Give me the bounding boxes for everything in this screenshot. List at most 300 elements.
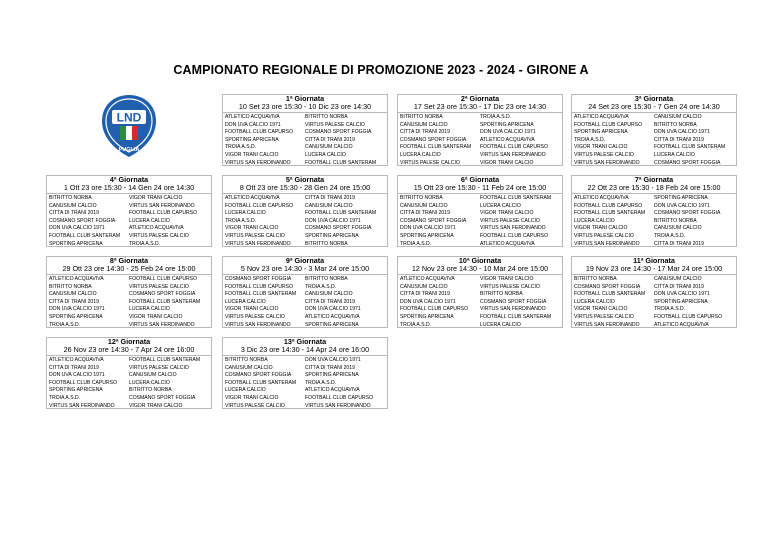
match-row (223, 233, 387, 241)
away-team: CITTA DI TRANI 2019 (654, 136, 704, 143)
home-team: VIRTUS PALESE CALCIO (225, 402, 285, 409)
match-row (572, 322, 736, 330)
away-team: LUCERA CALCIO (305, 151, 346, 158)
away-team: TROIA A.S.D. (654, 306, 686, 313)
match-row (398, 299, 562, 307)
home-team: CITTA DI TRANI 2019 (49, 364, 99, 371)
match-row (398, 218, 562, 226)
away-team: VIRTUS SAN FERDINANDO (129, 202, 195, 209)
away-team: FOOTBALL CLUB SANTERAM (305, 159, 377, 166)
match-row (223, 380, 387, 388)
away-team: DON UVA CALCIO 1971 (305, 217, 361, 224)
home-team: FOOTBALL CLUB CAPURSO (574, 121, 643, 128)
home-team: VIRTUS PALESE CALCIO (225, 232, 285, 239)
home-team: FOOTBALL CLUB SANTERAM (49, 232, 121, 239)
round-dates: 24 Set 23 ore 15:30 - 7 Gen 24 ore 14:30 (588, 102, 720, 112)
match-row (572, 129, 736, 137)
logo-text-bottom: PUGLIA (118, 147, 140, 153)
home-team: CANUSIUM CALCIO (400, 121, 448, 128)
round-card (397, 175, 563, 247)
match-list (398, 113, 562, 167)
home-team: COSMANO SPORT FOGGIA (400, 136, 467, 143)
home-team: BITRITTO NORBA (574, 276, 617, 282)
home-team: VIRTUS PALESE CALCIO (574, 151, 634, 158)
match-list (572, 275, 736, 329)
away-team: VIGOR TRANI CALCIO (129, 195, 183, 201)
home-team: FOOTBALL CLUB SANTERAM (574, 291, 646, 298)
round-name: 8ª Giornata (109, 256, 149, 265)
home-team: ATLETICO ACQUAVIVA (225, 114, 280, 120)
round-header (398, 95, 562, 113)
home-team: FOOTBALL CLUB SANTERAM (574, 210, 646, 217)
away-team: BITRITTO NORBA (480, 291, 523, 298)
away-team: VIGOR TRANI CALCIO (480, 159, 534, 166)
home-team: FOOTBALL CLUB SANTERAM (225, 291, 297, 298)
match-row (47, 380, 211, 388)
home-team: LUCERA CALCIO (225, 210, 266, 217)
home-team: TROIA A.S.D. (49, 394, 81, 401)
away-team: COSMANO SPORT FOGGIA (654, 159, 721, 166)
round-name: 3ª Giornata (634, 94, 674, 103)
away-team: BITRITTO NORBA (305, 240, 348, 247)
match-row (47, 195, 211, 203)
match-list (47, 356, 211, 410)
home-team: VIGOR TRANI CALCIO (225, 225, 279, 232)
match-row (223, 299, 387, 307)
match-list (47, 275, 211, 329)
away-team: VIRTUS PALESE CALCIO (480, 283, 540, 290)
away-team: VIRTUS SAN FERDINANDO (480, 306, 546, 313)
round-dates: 5 Nov 23 ore 14:30 - 3 Mar 24 ore 15:00 (240, 264, 370, 274)
away-team: CANUSIUM CALCIO (654, 276, 702, 282)
away-team: SPORTING APRICENA (480, 121, 534, 128)
home-team: VIRTUS SAN FERDINANDO (574, 159, 640, 166)
round-dates: 10 Set 23 ore 15:30 - 10 Dic 23 ore 14:30 (238, 102, 372, 112)
match-row (398, 129, 562, 137)
away-team: ATLETICO ACQUAVIVA (305, 313, 360, 320)
round-card (222, 175, 388, 247)
match-row (398, 210, 562, 218)
round-header (572, 176, 736, 194)
match-row (572, 152, 736, 160)
round-header (398, 257, 562, 275)
away-team: CITTA DI TRANI 2019 (305, 195, 355, 201)
match-row (223, 357, 387, 365)
round-header (398, 176, 562, 194)
home-team: FOOTBALL CLUB CAPURSO (225, 129, 294, 136)
home-team: COSMANO SPORT FOGGIA (400, 217, 467, 224)
match-row (47, 322, 211, 330)
away-team: TROIA A.S.D. (480, 114, 512, 120)
away-team: CITTA DI TRANI 2019 (305, 136, 355, 143)
home-team: COSMANO SPORT FOGGIA (574, 283, 641, 290)
away-team: BITRITTO NORBA (129, 387, 172, 394)
logo-text-top: LND (116, 110, 142, 125)
home-team: DON UVA CALCIO 1971 (49, 225, 105, 232)
home-team: BITRITTO NORBA (225, 357, 268, 363)
match-row (47, 203, 211, 211)
match-row (398, 203, 562, 211)
match-row (47, 210, 211, 218)
match-list (223, 275, 387, 329)
home-team: ATLETICO ACQUAVIVA (49, 276, 104, 282)
away-team: CITTA DI TRANI 2019 (305, 364, 355, 371)
page-title: CAMPIONATO REGIONALE DI PROMOZIONE 2023 - 2024 - GIRONE A (173, 63, 589, 77)
home-team: TROIA A.S.D. (574, 136, 606, 143)
away-team: DON UVA CALCIO 1971 (480, 129, 536, 136)
away-team: BITRITTO NORBA (305, 276, 348, 282)
home-team: VIGOR TRANI CALCIO (225, 151, 279, 158)
round-card (46, 256, 212, 328)
round-name: 4ª Giornata (109, 175, 149, 184)
match-row (223, 372, 387, 380)
away-team: COSMANO SPORT FOGGIA (129, 394, 196, 401)
round-name: 10ª Giornata (458, 256, 502, 265)
home-team: VIRTUS PALESE CALCIO (225, 313, 285, 320)
home-team: CITTA DI TRANI 2019 (400, 129, 450, 136)
round-header (47, 176, 211, 194)
round-header (223, 257, 387, 275)
away-team: DON UVA CALCIO 1971 (654, 202, 710, 209)
match-row (572, 306, 736, 314)
away-team: SPORTING APRICENA (305, 232, 359, 239)
round-name: 11ª Giornata (633, 256, 675, 265)
home-team: SPORTING APRICENA (49, 313, 103, 320)
home-team: CANUSIUM CALCIO (49, 291, 97, 298)
away-team: VIGOR TRANI CALCIO (129, 313, 183, 320)
home-team: VIRTUS PALESE CALCIO (574, 232, 634, 239)
round-dates: 29 Ott 23 ore 14:30 - 25 Feb 24 ore 15:00 (62, 264, 196, 274)
home-team: SPORTING APRICENA (49, 387, 103, 394)
home-team: TROIA A.S.D. (225, 217, 257, 224)
away-team: TROIA A.S.D. (654, 232, 686, 239)
match-row (47, 357, 211, 365)
match-row (47, 225, 211, 233)
match-row (572, 144, 736, 152)
match-row (223, 314, 387, 322)
home-team: DON UVA CALCIO 1971 (400, 225, 456, 232)
match-row (223, 241, 387, 249)
match-row (47, 233, 211, 241)
home-team: TROIA A.S.D. (225, 144, 257, 151)
round-card (571, 175, 737, 247)
home-team: FOOTBALL CLUB SANTERAM (400, 144, 472, 151)
match-row (223, 322, 387, 330)
round-name: 6ª Giornata (460, 175, 500, 184)
home-team: VIRTUS SAN FERDINANDO (225, 321, 291, 328)
away-team: BITRITTO NORBA (305, 114, 348, 120)
home-team: SPORTING APRICENA (574, 129, 628, 136)
match-row (572, 210, 736, 218)
home-team: CANUSIUM CALCIO (400, 283, 448, 290)
match-row (47, 372, 211, 380)
away-team: CANUSIUM CALCIO (654, 225, 702, 232)
away-team: ATLETICO ACQUAVIVA (480, 240, 535, 247)
match-row (223, 218, 387, 226)
match-row (572, 203, 736, 211)
home-team: BITRITTO NORBA (49, 195, 92, 201)
home-team: VIRTUS SAN FERDINANDO (225, 159, 291, 166)
away-team: FOOTBALL CLUB SANTERAM (654, 144, 726, 151)
match-row (223, 210, 387, 218)
match-row (47, 284, 211, 292)
home-team: LUCERA CALCIO (225, 298, 266, 305)
round-name: 1ª Giornata (285, 94, 325, 103)
round-card (222, 256, 388, 328)
match-row (398, 160, 562, 168)
lnd-puglia-logo (98, 93, 160, 161)
round-dates: 22 Ott 23 ore 15:30 - 18 Feb 24 ore 15:00 (587, 183, 721, 193)
home-team: VIRTUS PALESE CALCIO (400, 159, 460, 166)
match-row (223, 306, 387, 314)
round-dates: 12 Nov 23 ore 14:30 - 10 Mar 24 ore 15:00 (411, 264, 549, 274)
round-dates: 3 Dic 23 ore 14:30 - 14 Apr 24 ore 16:00 (240, 345, 370, 355)
away-team: COSMANO SPORT FOGGIA (654, 210, 721, 217)
match-row (47, 395, 211, 403)
match-row (47, 314, 211, 322)
away-team: VIGOR TRANI CALCIO (480, 276, 534, 282)
match-list (223, 194, 387, 248)
match-row (223, 225, 387, 233)
away-team: CITTA DI TRANI 2019 (654, 283, 704, 290)
away-team: TROIA A.S.D. (305, 379, 337, 386)
round-header (572, 257, 736, 275)
match-row (398, 152, 562, 160)
match-row (223, 291, 387, 299)
match-row (223, 395, 387, 403)
match-list (223, 356, 387, 410)
round-name: 12ª Giornata (107, 337, 151, 346)
home-team: VIRTUS SAN FERDINANDO (574, 321, 640, 328)
home-team: VIGOR TRANI CALCIO (574, 306, 628, 313)
match-row (398, 144, 562, 152)
away-team: COSMANO SPORT FOGGIA (305, 129, 372, 136)
match-row (398, 195, 562, 203)
away-team: ATLETICO ACQUAVIVA (305, 387, 360, 394)
away-team: COSMANO SPORT FOGGIA (305, 225, 372, 232)
home-team: VIRTUS PALESE CALCIO (574, 313, 634, 320)
round-dates: 15 Ott 23 ore 15:30 - 11 Feb 24 ore 15:00 (413, 183, 547, 193)
away-team: TROIA A.S.D. (129, 240, 161, 247)
away-team: FOOTBALL CLUB SANTERAM (480, 313, 552, 320)
away-team: COSMANO SPORT FOGGIA (129, 291, 196, 298)
away-team: VIRTUS SAN FERDINANDO (480, 225, 546, 232)
match-row (47, 365, 211, 373)
round-dates: 17 Set 23 ore 15:30 - 17 Dic 23 ore 14:30 (413, 102, 547, 112)
match-row (572, 137, 736, 145)
match-row (47, 276, 211, 284)
match-row (572, 218, 736, 226)
match-list (47, 194, 211, 248)
home-team: VIGOR TRANI CALCIO (574, 144, 628, 151)
match-row (572, 233, 736, 241)
match-row (47, 306, 211, 314)
away-team: SPORTING APRICENA (305, 321, 359, 328)
home-team: TROIA A.S.D. (400, 321, 432, 328)
home-team: LUCERA CALCIO (225, 387, 266, 394)
away-team: ATLETICO ACQUAVIVA (129, 225, 184, 232)
match-row (47, 403, 211, 411)
home-team: FOOTBALL CLUB CAPURSO (574, 202, 643, 209)
home-team: DON UVA CALCIO 1971 (400, 298, 456, 305)
match-list (398, 194, 562, 248)
away-team: FOOTBALL CLUB SANTERAM (305, 210, 377, 217)
match-row (572, 284, 736, 292)
home-team: COSMANO SPORT FOGGIA (49, 217, 116, 224)
home-team: FOOTBALL CLUB CAPURSO (49, 379, 118, 386)
match-row (398, 314, 562, 322)
home-team: BITRITTO NORBA (400, 195, 443, 201)
away-team: ATLETICO ACQUAVIVA (654, 321, 709, 328)
match-row (572, 314, 736, 322)
match-row (398, 233, 562, 241)
home-team: VIRTUS SAN FERDINANDO (49, 402, 115, 409)
match-row (223, 284, 387, 292)
round-card (397, 94, 563, 166)
home-team: ATLETICO ACQUAVIVA (400, 276, 455, 282)
match-row (572, 241, 736, 249)
match-row (398, 122, 562, 130)
away-team: FOOTBALL CLUB SANTERAM (129, 298, 201, 305)
home-team: LUCERA CALCIO (574, 217, 615, 224)
match-row (398, 291, 562, 299)
away-team: CITTA DI TRANI 2019 (305, 298, 355, 305)
match-row (572, 114, 736, 122)
match-row (398, 114, 562, 122)
away-team: VIGOR TRANI CALCIO (129, 402, 183, 409)
away-team: VIRTUS PALESE CALCIO (480, 217, 540, 224)
match-row (223, 160, 387, 168)
away-team: FOOTBALL CLUB SANTERAM (480, 195, 552, 201)
away-team: SPORTING APRICENA (654, 298, 708, 305)
home-team: FOOTBALL CLUB CAPURSO (400, 306, 469, 313)
round-card (222, 337, 388, 409)
match-row (398, 225, 562, 233)
round-name: 7ª Giornata (634, 175, 674, 184)
match-row (47, 387, 211, 395)
away-team: ATLETICO ACQUAVIVA (480, 136, 535, 143)
match-row (223, 122, 387, 130)
round-header (47, 338, 211, 356)
match-row (223, 114, 387, 122)
home-team: COSMANO SPORT FOGGIA (225, 372, 292, 379)
away-team: SPORTING APRICENA (305, 372, 359, 379)
away-team: FOOTBALL CLUB SANTERAM (129, 357, 201, 363)
away-team: FOOTBALL CLUB CAPURSO (480, 232, 549, 239)
away-team: TROIA A.S.D. (305, 283, 337, 290)
away-team: LUCERA CALCIO (480, 202, 521, 209)
match-row (223, 137, 387, 145)
home-team: SPORTING APRICENA (49, 240, 103, 247)
round-dates: 8 Ott 23 ore 15:30 - 28 Gen 24 ore 15:00 (239, 183, 371, 193)
away-team: DON UVA CALCIO 1971 (654, 291, 710, 298)
away-team: BITRITTO NORBA (654, 121, 697, 128)
away-team: DON UVA CALCIO 1971 (305, 306, 361, 313)
away-team: DON UVA CALCIO 1971 (654, 129, 710, 136)
round-card (46, 175, 212, 247)
match-row (223, 129, 387, 137)
away-team: VIRTUS PALESE CALCIO (129, 232, 189, 239)
match-list (223, 113, 387, 167)
round-header (223, 338, 387, 356)
home-team: ATLETICO ACQUAVIVA (574, 195, 629, 201)
match-row (398, 241, 562, 249)
home-team: CITTA DI TRANI 2019 (400, 291, 450, 298)
away-team: CITTA DI TRANI 2019 (654, 240, 704, 247)
home-team: SPORTING APRICENA (225, 136, 279, 143)
match-row (398, 284, 562, 292)
away-team: BITRITTO NORBA (654, 217, 697, 224)
match-row (223, 195, 387, 203)
home-team: BITRITTO NORBA (49, 283, 92, 290)
round-header (47, 257, 211, 275)
away-team: DON UVA CALCIO 1971 (305, 357, 361, 363)
away-team: LUCERA CALCIO (129, 306, 170, 313)
round-dates: 26 Nov 23 ore 14:30 - 7 Apr 24 ore 16:00 (63, 345, 195, 355)
match-row (223, 365, 387, 373)
round-card (571, 256, 737, 328)
round-dates: 19 Nov 23 ore 14:30 - 17 Mar 24 ore 15:00 (585, 264, 723, 274)
match-row (572, 122, 736, 130)
home-team: ATLETICO ACQUAVIVA (574, 114, 629, 120)
away-team: CANUSIUM CALCIO (305, 291, 353, 298)
home-team: BITRITTO NORBA (400, 114, 443, 120)
match-row (572, 195, 736, 203)
match-row (398, 306, 562, 314)
home-team: FOOTBALL CLUB CAPURSO (225, 202, 294, 209)
away-team: FOOTBALL CLUB CAPURSO (654, 313, 723, 320)
match-row (223, 403, 387, 411)
away-team: CANUSIUM CALCIO (129, 372, 177, 379)
match-row (572, 276, 736, 284)
away-team: LUCERA CALCIO (129, 379, 170, 386)
home-team: CITTA DI TRANI 2019 (49, 298, 99, 305)
match-list (398, 275, 562, 329)
away-team: FOOTBALL CLUB CAPURSO (129, 210, 198, 217)
match-list (572, 194, 736, 248)
round-name: 2ª Giornata (460, 94, 500, 103)
home-team: TROIA A.S.D. (400, 240, 432, 247)
round-header (223, 176, 387, 194)
match-row (398, 322, 562, 330)
away-team: VIRTUS SAN FERDINANDO (129, 321, 195, 328)
home-team: DON UVA CALCIO 1971 (225, 121, 281, 128)
home-team: LUCERA CALCIO (574, 298, 615, 305)
home-team: ATLETICO ACQUAVIVA (225, 195, 280, 201)
match-row (223, 152, 387, 160)
match-row (572, 291, 736, 299)
match-row (47, 291, 211, 299)
round-card (222, 94, 388, 166)
away-team: SPORTING APRICENA (654, 195, 708, 201)
away-team: VIGOR TRANI CALCIO (480, 210, 534, 217)
round-card (397, 256, 563, 328)
away-team: VIRTUS PALESE CALCIO (129, 364, 189, 371)
away-team: VIRTUS PALESE CALCIO (129, 283, 189, 290)
match-row (572, 299, 736, 307)
home-team: CANUSIUM CALCIO (49, 202, 97, 209)
match-row (47, 241, 211, 249)
match-row (572, 160, 736, 168)
away-team: VIRTUS SAN FERDINANDO (305, 402, 371, 409)
match-row (223, 276, 387, 284)
match-row (47, 299, 211, 307)
away-team: FOOTBALL CLUB CAPURSO (305, 394, 374, 401)
match-list (572, 113, 736, 167)
home-team: FOOTBALL CLUB SANTERAM (225, 379, 297, 386)
away-team: CANUSIUM CALCIO (305, 144, 353, 151)
home-team: COSMANO SPORT FOGGIA (225, 276, 292, 282)
